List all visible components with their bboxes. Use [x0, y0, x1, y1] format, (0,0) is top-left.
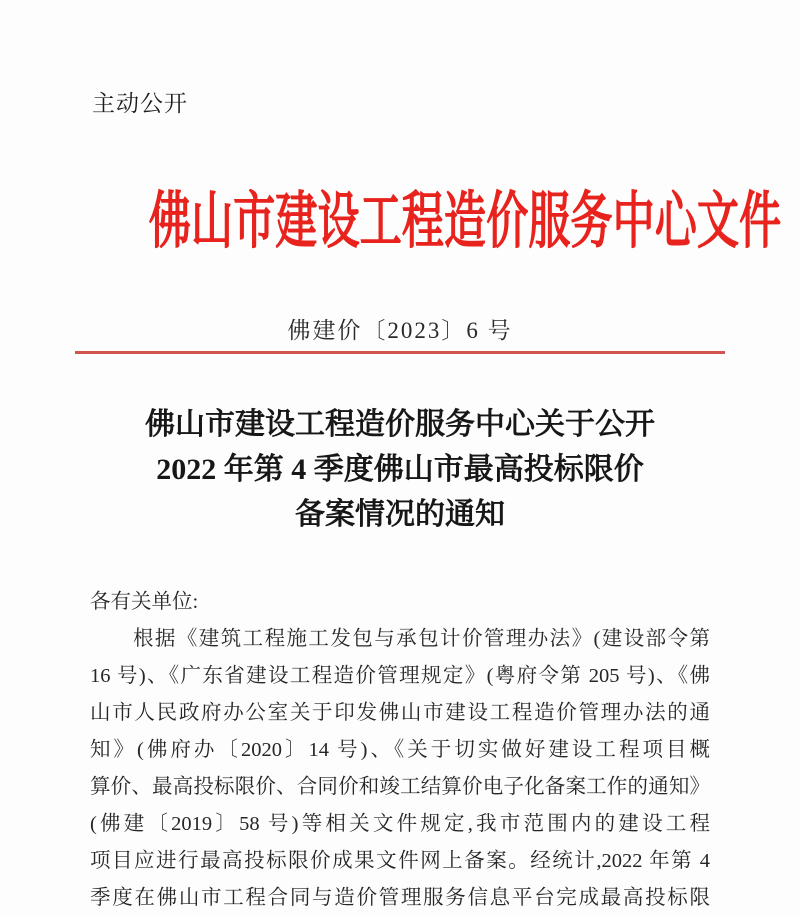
- document-title-line-3: 备案情况的通知: [295, 498, 505, 531]
- classification-label: 主动公开: [92, 90, 188, 116]
- body-line: (佛建〔2019〕58 号)等相关文件规定,我市范围内的建设工程: [90, 813, 710, 835]
- salutation-line: 各有关单位:: [90, 591, 199, 613]
- body-line: 山市人民政府办公室关于印发佛山市建设工程造价管理办法的通: [90, 702, 710, 724]
- body-line: 根据《建筑工程施工发包与承包计价管理办法》(建设部令第: [133, 628, 710, 650]
- body-line: 16 号)、《广东省建设工程造价管理规定》(粤府令第 205 号)、《佛: [90, 665, 710, 687]
- document-title: [50, 402, 750, 537]
- letterhead-title: 佛山市建设工程造价服务中心文件: [148, 188, 782, 256]
- document-body: [90, 584, 710, 917]
- body-line: 季度在佛山市工程合同与造价管理服务信息平台完成最高投标限: [90, 887, 710, 909]
- body-line: 项目应进行最高投标限价成果文件网上备案。经统计,2022 年第 4: [90, 850, 710, 872]
- body-line: 算价、最高投标限价、合同价和竣工结算价电子化备案工作的通知》: [90, 776, 710, 798]
- body-line: 知》(佛府办〔2020〕14 号)、《关于切实做好建设工程项目概: [90, 739, 710, 761]
- letterhead: [0, 188, 800, 256]
- document-title-line-1: 佛山市建设工程造价服务中心关于公开: [145, 408, 655, 441]
- document-title-line-2: 2022 年第 4 季度佛山市最高投标限价: [156, 453, 644, 486]
- document-number: 佛建价〔2023〕6 号: [287, 318, 513, 343]
- red-divider-line: [75, 351, 725, 354]
